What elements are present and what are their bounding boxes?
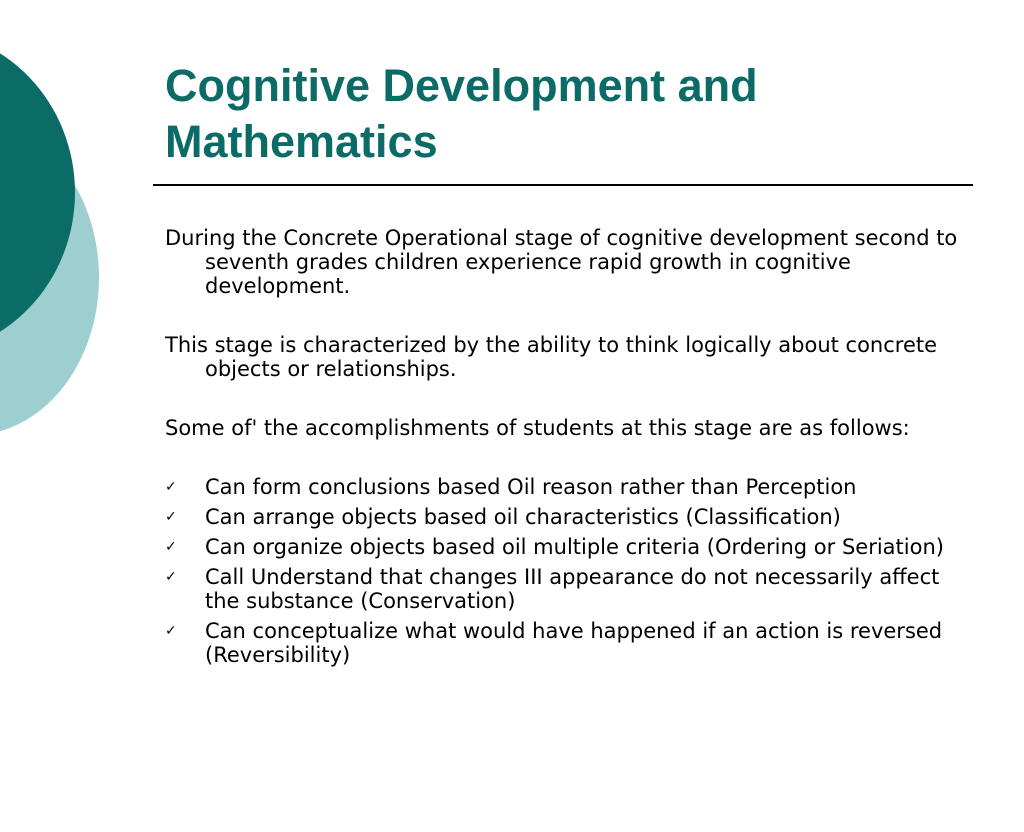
slide-title <box>165 58 965 170</box>
check-icon: ✓ <box>165 509 177 525</box>
list-item <box>165 619 975 667</box>
title-divider <box>153 184 973 186</box>
list-item-text: Call Understand that changes III appearance do not necessarily affect the substance (Conservation) <box>205 565 940 613</box>
check-icon: ✓ <box>165 539 177 555</box>
list-item-text: Can organize objects based oil multiple criteria (Ordering or Seriation) <box>205 535 944 559</box>
check-icon: ✓ <box>165 569 177 585</box>
paragraph: During the Concrete Operational stage of cognitive development second to seventh grades children experience rapid growth in cognitive development. <box>165 226 958 298</box>
list-item <box>165 475 975 499</box>
list-item-text: Can form conclusions based Oil reason rather than Perception <box>205 475 857 499</box>
check-icon: ✓ <box>165 623 177 639</box>
list-item-text: Can conceptualize what would have happened if an action is reversed (Reversibility) <box>205 619 943 667</box>
title-line-1: Cognitive Development and <box>165 60 758 111</box>
list-item <box>165 565 975 613</box>
list-item-text: Can arrange objects based oil characteristics (Classification) <box>205 505 841 529</box>
slide-body <box>165 226 975 673</box>
paragraph: Some of' the accomplishments of students at this stage are as follows: <box>165 416 910 440</box>
bullet-list <box>165 475 975 667</box>
paragraph: This stage is characterized by the ability to think logically about concrete objects or relationships. <box>165 333 938 381</box>
check-icon: ✓ <box>165 479 177 495</box>
list-item <box>165 535 975 559</box>
title-line-2: Mathematics <box>165 116 438 167</box>
list-item <box>165 505 975 529</box>
